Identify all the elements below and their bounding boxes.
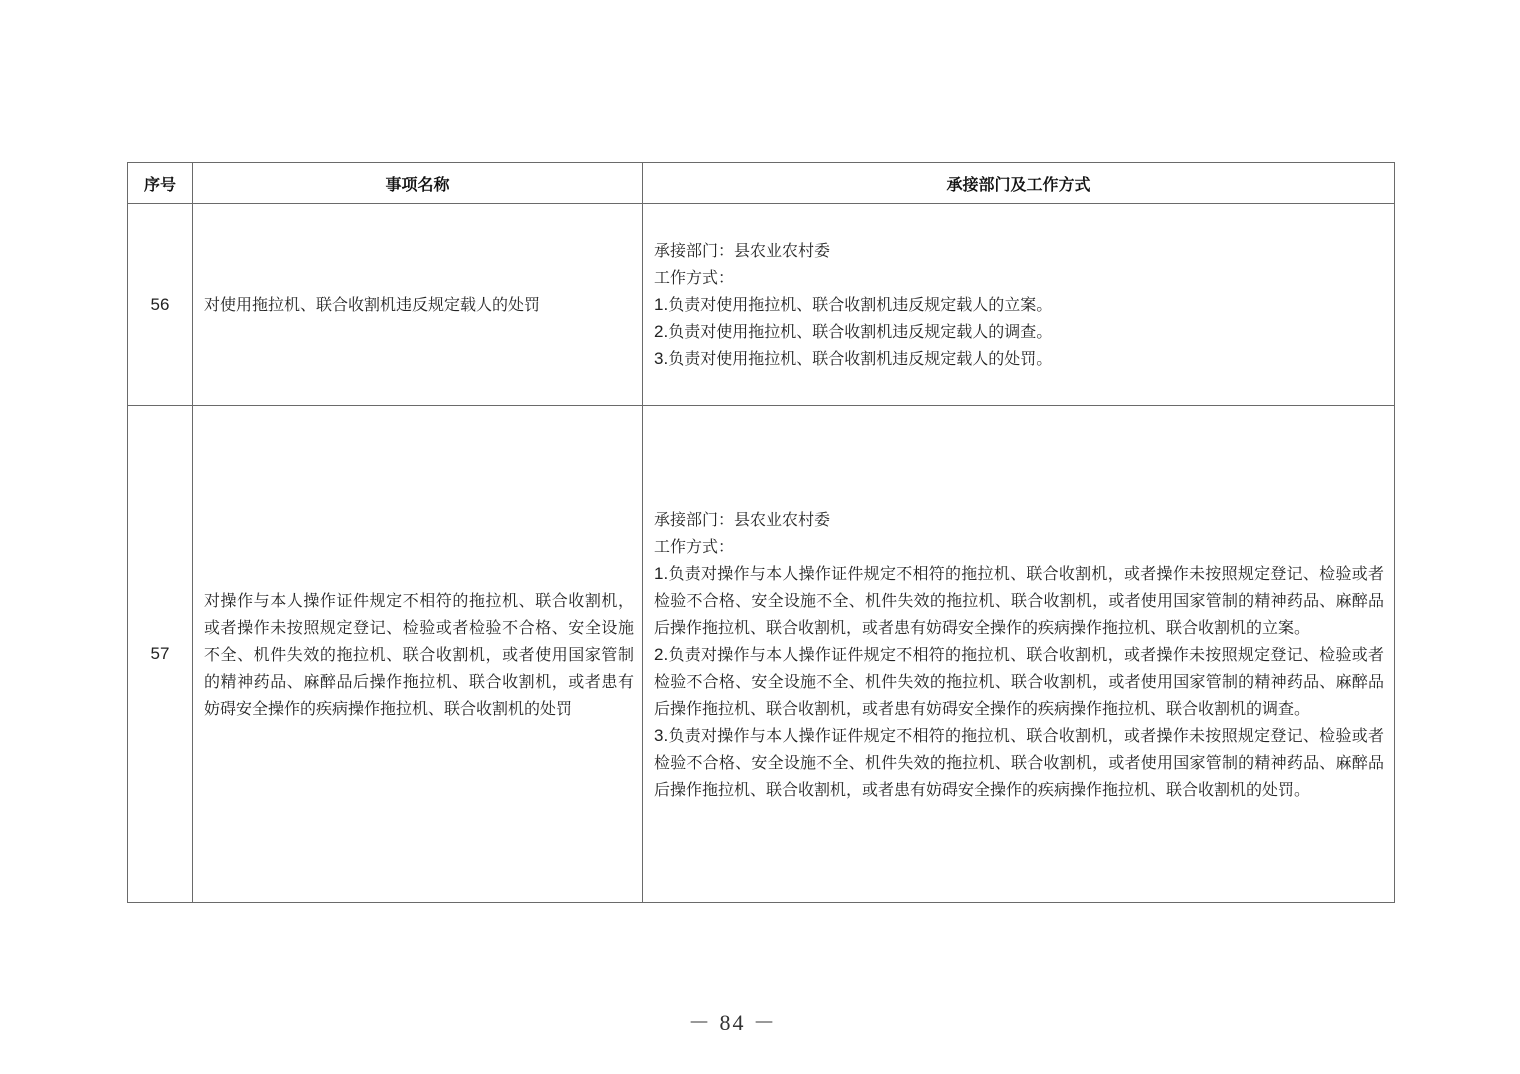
step-number: 2. (654, 644, 669, 664)
step-number: 1. (654, 295, 669, 314)
dept-method-cell (643, 204, 1395, 406)
dept-label: 承接部门：县农业农村委 (654, 241, 831, 260)
header-dept-method: 承接部门及工作方式 (643, 163, 1395, 204)
row-number: 56 (128, 204, 193, 406)
step-text: 负责对操作与本人操作证件规定不相符的拖拉机、联合收割机，或者操作未按照规定登记、检验或者检验不合格、安全设施不全、机件失效的拖拉机、联合收割机，或者使用国家管制的精神药品、麻醉品后操作拖拉机、联合收割机，或者患有妨碍安全操作的疾病操作拖拉机、联合收割机的处罚。 (654, 725, 1384, 799)
dept-label: 承接部门：县农业农村委 (654, 509, 831, 529)
step-number: 1. (654, 563, 669, 583)
step-number: 2. (654, 322, 669, 341)
method-step (654, 291, 1384, 318)
table-row (128, 406, 1395, 903)
step-number: 3. (654, 349, 669, 368)
header-item-name: 事项名称 (193, 163, 643, 204)
items-table (127, 162, 1395, 903)
page-number: － 84 － (687, 1010, 777, 1035)
item-name: 对操作与本人操作证件规定不相符的拖拉机、联合收割机，或者操作未按照规定登记、检验或者检验不合格、安全设施不全、机件失效的拖拉机、联合收割机，或者使用国家管制的精神药品、麻醉品后操作拖拉机、联合收割机，或者患有妨碍安全操作的疾病操作拖拉机、联合收割机的处罚 (193, 406, 643, 903)
table-row (128, 204, 1395, 406)
method-label: 工作方式： (654, 268, 735, 287)
row-number: 57 (128, 406, 193, 903)
step-text: 负责对使用拖拉机、联合收割机违反规定载人的立案。 (668, 295, 1053, 314)
header-no: 序号 (128, 163, 193, 204)
dept-method-cell (643, 406, 1395, 903)
step-text: 负责对使用拖拉机、联合收割机违反规定载人的调查。 (668, 322, 1053, 341)
method-step (654, 641, 1384, 722)
method-step (654, 318, 1384, 345)
method-step (654, 345, 1384, 372)
step-text: 负责对操作与本人操作证件规定不相符的拖拉机、联合收割机，或者操作未按照规定登记、检验或者检验不合格、安全设施不全、机件失效的拖拉机、联合收割机，或者使用国家管制的精神药品、麻醉品后操作拖拉机、联合收割机，或者患有妨碍安全操作的疾病操作拖拉机、联合收割机的调查。 (654, 644, 1384, 718)
table-header-row (128, 163, 1395, 204)
step-number: 3. (654, 725, 669, 745)
item-name: 对使用拖拉机、联合收割机违反规定载人的处罚 (193, 204, 643, 406)
method-label: 工作方式： (654, 536, 735, 556)
method-step (654, 560, 1384, 641)
step-text: 负责对操作与本人操作证件规定不相符的拖拉机、联合收割机，或者操作未按照规定登记、检验或者检验不合格、安全设施不全、机件失效的拖拉机、联合收割机，或者使用国家管制的精神药品、麻醉品后操作拖拉机、联合收割机，或者患有妨碍安全操作的疾病操作拖拉机、联合收割机的立案。 (654, 563, 1384, 637)
method-step (654, 722, 1384, 803)
step-text: 负责对使用拖拉机、联合收割机违反规定载人的处罚。 (668, 349, 1053, 368)
